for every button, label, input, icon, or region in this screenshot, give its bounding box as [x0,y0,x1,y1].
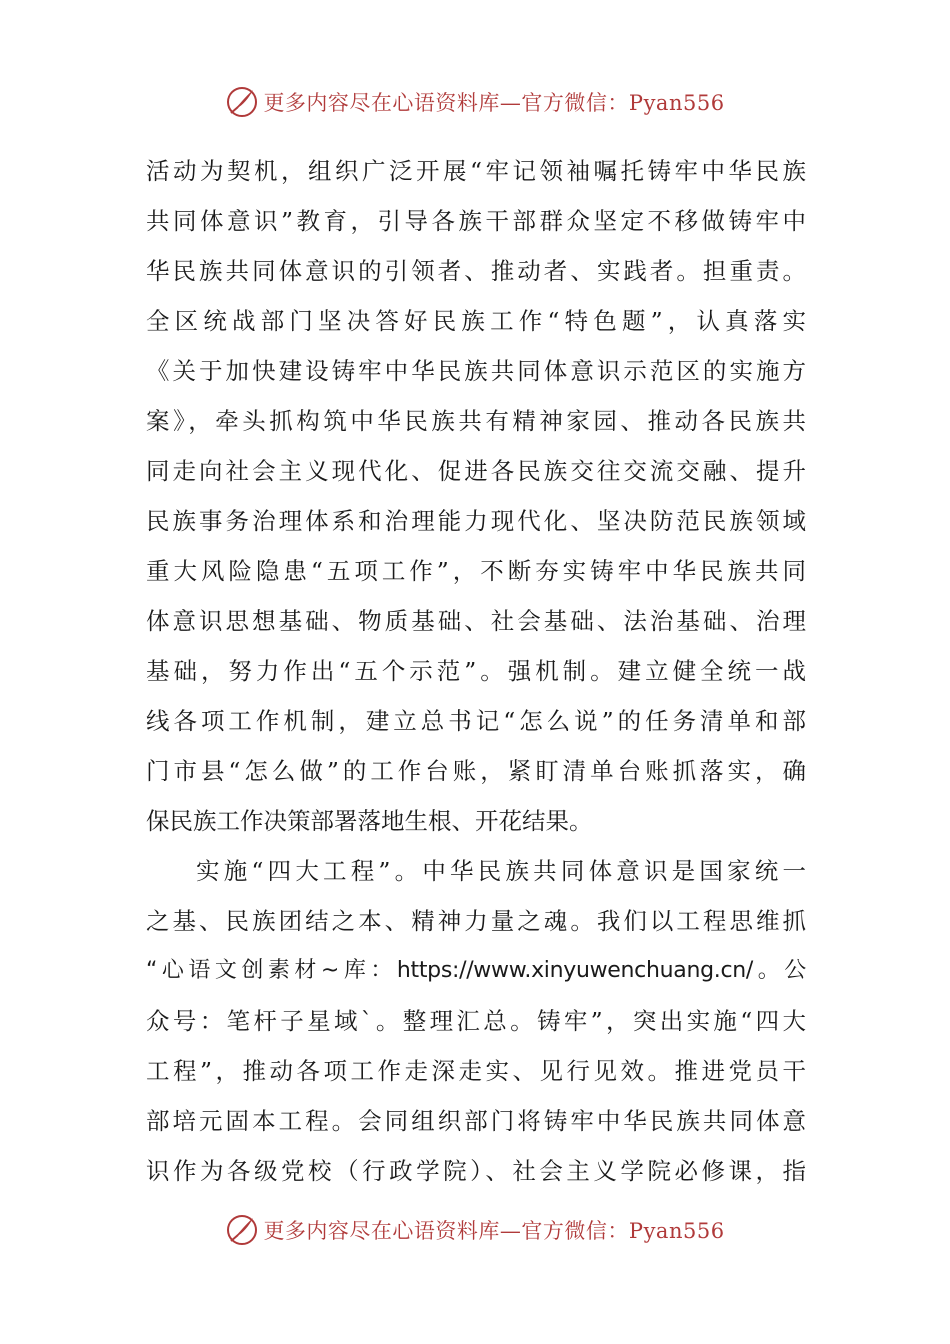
text-line: 《关于加快建设铸牢中华民族共同体意识示范区的实施方 [146,357,806,385]
text-line: 全区统战部门坚决答好民族工作“特色题”，认真落实 [146,307,806,335]
text-line: 华民族共同体意识的引领者、推动者、实践者。担重责。 [146,257,806,285]
text-line: 共同体意识”教育，引导各族干部群众坚定不移做铸牢中 [146,207,806,235]
quill-pen-icon [225,1213,259,1247]
footer-banner [0,1208,950,1252]
text-line: 工程”，推动各项工作走深走实、见行见效。推进党员干 [146,1057,806,1085]
text-line: 门市县“怎么做”的工作台账，紧盯清单台账抓落实，确 [146,757,806,785]
text-line: 重大风险隐患“五项工作”，不断夯实铸牢中华民族共同 [146,557,806,585]
text-line-with-url: “心语文创素材~库：https://www.xinyuwenchuang.cn/。公 [146,958,806,983]
quill-pen-icon [225,85,259,119]
text-line: 众号：笔杆子星域`。整理汇总。铸牢”，突出实施“四大 [146,1007,806,1035]
text-line: 线各项工作机制，建立总书记“怎么说”的任务清单和部 [146,707,806,735]
banner-text: 更多内容尽在心语资料库—官方微信：Pyan556 [263,1219,725,1243]
text-line: 部培元固本工程。会同组织部门将铸牢中华民族共同体意 [146,1107,806,1135]
text-line: 体意识思想基础、物质基础、社会基础、法治基础、治理 [146,607,806,635]
text-line: 之基、民族团结之本、精神力量之魂。我们以工程思维抓 [146,907,806,935]
document-body [146,146,806,1196]
text-line: 基础，努力作出“五个示范”。强机制。建立健全统一战 [146,657,806,685]
header-banner [0,80,950,124]
text-line: 案》，牵头抓构筑中华民族共有精神家园、推动各民族共 [146,407,806,435]
text-line: 活动为契机，组织广泛开展“牢记领袖嘱托铸牢中华民族 [146,157,806,185]
text-line: 识作为各级党校（行政学院）、社会主义学院必修课，指 [146,1157,806,1185]
text-line: 民族事务治理体系和治理能力现代化、坚决防范民族领域 [146,507,806,535]
paragraph-start-line: 实施“四大工程”。中华民族共同体意识是国家统一 [196,857,806,885]
text-line: 同走向社会主义现代化、促进各民族交往交流交融、提升 [146,457,806,485]
banner-text: 更多内容尽在心语资料库—官方微信：Pyan556 [263,91,725,115]
paragraph-end-line: 保民族工作决策部署落地生根、开花结果。 [146,807,593,835]
